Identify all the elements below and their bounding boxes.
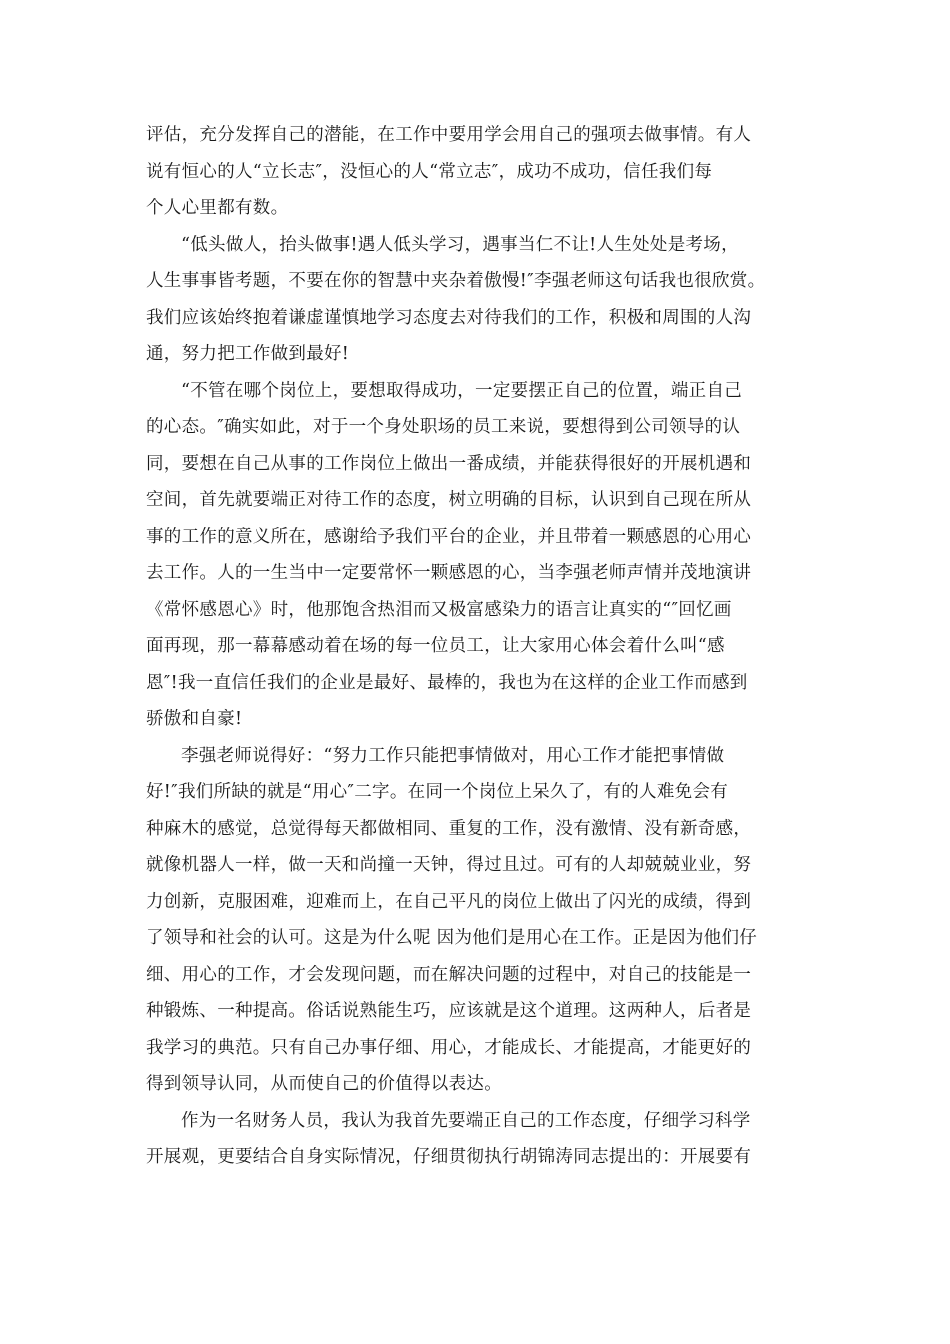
- text-line: 事的工作的意义所在，感谢给予我们平台的企业，并且带着一颗感恩的心用心: [146, 526, 752, 547]
- text-line: 细、用心的工作，才会发现问题，而在解决问题的过程中，对自己的技能是一: [146, 964, 752, 985]
- text-line: 好!″我们所缺的就是“用心″二字。在同一个岗位上呆久了，有的人难免会有: [146, 782, 729, 802]
- paragraph-first-line: 李强老师说得好：“努力工作只能把事情做对，用心工作才能把事情做: [181, 745, 725, 766]
- text-line: 人生事事皆考题，不要在你的智慧中夹杂着傲慢!″李强老师这句话我也很欣赏。: [146, 271, 766, 291]
- text-line: 骄傲和自豪!: [146, 709, 243, 729]
- text-line: 种锻炼、一种提高。俗话说熟能生巧，应该就是这个道理。这两种人，后者是: [146, 1001, 752, 1021]
- text-line: 说有恒心的人“立长志″，没恒心的人“常立志″，成功不成功，信任我们每: [146, 161, 713, 182]
- text-line: 我学习的典范。只有自己办事仔细、用心，才能成长、才能提高，才能更好的: [146, 1037, 752, 1058]
- text-line: 个人心里都有数。: [146, 198, 289, 218]
- text-line: 就像机器人一样，做一天和尚撞一天钟，得过且过。可有的人却兢兢业业，努: [146, 855, 752, 875]
- text-line: 去工作。人的一生当中一定要常怀一颗感恩的心，当李强老师声情并茂地演讲: [146, 563, 752, 583]
- text-line: 开展观，更要结合自身实际情况，仔细贯彻执行胡锦涛同志提出的：开展要有: [146, 1147, 752, 1167]
- text-line: 我们应该始终抱着谦虚谨慎地学习态度去对待我们的工作，积极和周围的人沟: [146, 307, 752, 328]
- text-line: 恩″!我一直信任我们的企业是最好、最棒的，我也为在这样的企业工作而感到: [146, 672, 748, 693]
- text-line: 通，努力把工作做到最好!: [146, 344, 350, 364]
- text-line: 面再现，那一幕幕感动着在场的每一位员工，让大家用心体会着什么叫“感: [146, 636, 725, 656]
- paragraph-first-line: “不管在哪个岗位上，要想取得成功，一定要摆正自己的位置，端正自己: [181, 380, 743, 401]
- text-line: 的心态。″确实如此，对于一个身处职场的员工来说，要想得到公司领导的认: [146, 417, 741, 437]
- document-body: [146, 117, 826, 1176]
- text-line: 空间，首先就要端正对待工作的态度，树立明确的目标，认识到自己现在所从: [146, 490, 752, 510]
- text-line: 力创新，克服困难，迎难而上，在自己平凡的岗位上做出了闪光的成绩，得到: [146, 891, 752, 912]
- text-line: 同，要想在自己从事的工作岗位上做出一番成绩，并能获得很好的开展机遇和: [146, 453, 752, 474]
- paragraph-first-line: 作为一名财务人员，我认为我首先要端正自己的工作态度，仔细学习科学: [181, 1110, 751, 1131]
- text-line: 《常怀感恩心》时，他那饱含热泪而又极富感染力的语言让真实的“″回忆画: [146, 599, 732, 620]
- text-line: 得到领导认同，从而使自己的价值得以表达。: [146, 1074, 502, 1094]
- paragraph-first-line: “低头做人，抬头做事!遇人低头学习，遇事当仁不让!人生处处是考场，: [181, 234, 739, 255]
- text-line: 评估，充分发挥自己的潜能，在工作中要用学会用自己的强项去做事情。有人: [146, 125, 752, 145]
- text-line: 种麻木的感觉，总觉得每天都做相同、重复的工作，没有激情、没有新奇感，: [146, 818, 752, 839]
- text-line: 了领导和社会的认可。这是为什么呢 因为他们是用心在工作。正是因为他们仔: [146, 928, 758, 948]
